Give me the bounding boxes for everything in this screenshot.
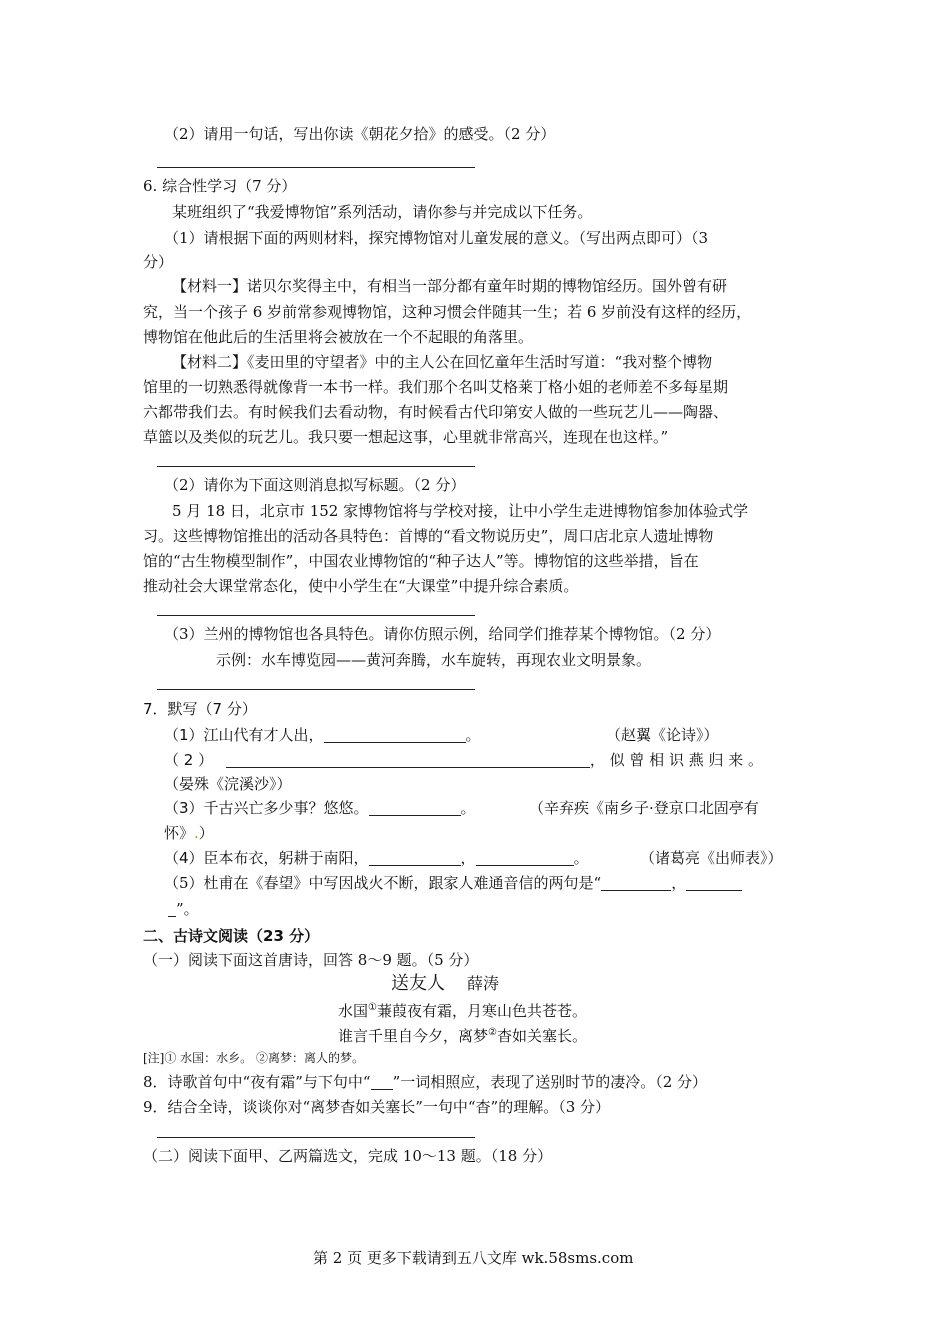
- fill-blank[interactable]: [476, 849, 574, 866]
- fill-blank[interactable]: [371, 1073, 393, 1090]
- page-footer: 第 2 页 更多下载请到五八文库 wk.58sms.com: [313, 1249, 634, 1267]
- q7-item4: （4）臣本布衣，躬耕于南阳， ， 。: [164, 849, 589, 867]
- q7-item5: （5）杜甫在《春望》中写因战火不断，跟家人难通音信的两句是“ ，: [164, 873, 742, 893]
- fill-blank[interactable]: [168, 900, 176, 917]
- q7-item1: （1）江山代有才人出， 。: [164, 726, 481, 744]
- answer-line: [157, 167, 475, 168]
- answer-line: [157, 466, 475, 467]
- fill-blank[interactable]: [226, 751, 590, 768]
- poem-title: 送友人 薛涛: [391, 973, 500, 994]
- news-line: 习。这些博物馆推出的活动各具特色：首博的“看文物说历史”，周口店北京人遗址博物: [143, 527, 714, 545]
- answer-line: [157, 689, 475, 690]
- q7-item1-source: （赵翼《论诗》）: [606, 726, 719, 744]
- q6-example: 示例：水车博览园——黄河奔腾，水车旋转，再现农业文明景象。: [216, 651, 652, 669]
- material1-line: 究，当一个孩子 6 岁前常参观博物馆，这种习惯会伴随其一生；若 6 岁前没有这样的经历，: [143, 303, 752, 321]
- fill-blank[interactable]: [324, 726, 466, 743]
- part2-intro: （二）阅读下面甲、乙两篇选文，完成 10～13 题。（18 分）: [143, 1147, 553, 1165]
- q7-heading: 7．默写（7 分）: [143, 700, 257, 718]
- material1-line: 博物馆在他此后的生活里将会被放在一个不起眼的角落里。: [143, 328, 534, 346]
- q5-part2: （2）请用一句话，写出你读《朝花夕拾》的感受。（2 分）: [164, 125, 556, 143]
- q7-item2: （ 2 ） ， 似 曾 相 识 燕 归 来 。: [164, 751, 764, 769]
- material2-line: 馆里的一切熟悉得就像背一本书一样。我们那个名叫艾格莱丁格小姐的老师差不多每星期: [143, 378, 729, 396]
- q6-task2: （2）请你为下面这则消息拟写标题。（2 分）: [164, 476, 466, 494]
- fill-blank[interactable]: [601, 874, 671, 891]
- poem-annotation: [注]① 水国：水乡。 ②离梦：离人的梦。: [143, 1051, 364, 1065]
- q7-item5-end: ”。: [168, 899, 199, 919]
- q6-task1: （1）请根据下面的两则材料，探究博物馆对儿童发展的意义。（写出两点即可）（3: [164, 229, 709, 247]
- fill-blank[interactable]: [369, 849, 461, 866]
- answer-line: [157, 1137, 475, 1138]
- q7-item3-source: （辛弃疾《南乡子·登京口北固亭有: [529, 799, 759, 817]
- q9: 9．结合全诗，谈谈你对“离梦杳如关塞长”一句中“杳”的理解。（3 分）: [143, 1098, 611, 1116]
- fill-blank[interactable]: [686, 874, 742, 891]
- material2-line: 六都带我们去。有时候我们去看动物，有时候看古代印第安人做的一些玩艺儿——陶器、: [143, 403, 729, 421]
- q7-item3: （3）千古兴亡多少事？悠悠。 。: [164, 799, 476, 817]
- q6-heading: 6. 综合性学习（7 分）: [143, 177, 297, 195]
- answer-line: [157, 615, 475, 616]
- fill-blank[interactable]: [369, 799, 461, 816]
- q6-intro: 某班组织了“我爱博物馆”系列活动，请你参与并完成以下任务。: [172, 203, 593, 221]
- q6-task1-cont: 分）: [143, 253, 174, 271]
- news-line: 馆的“古生物模型制作”，中国农业博物馆的“种子达人”等。博物馆的这些举措，旨在: [143, 552, 699, 570]
- q6-task3: （3）兰州的博物馆也各具特色。请你仿照示例，给同学们推荐某个博物馆。（2 分）: [164, 625, 721, 643]
- poem-line: 水国①蒹葭夜有霜，月寒山色共苍苍。: [338, 1002, 587, 1020]
- material2-line: 草篮以及类似的玩艺儿。我只要一想起这事，心里就非常高兴，连现在也这样。”: [143, 428, 669, 446]
- section2-heading: 二、古诗文阅读（23 分）: [143, 927, 320, 945]
- q7-item4-source: （诸葛亮《出师表》）: [640, 849, 783, 867]
- news-line: 推动社会大课堂常态化，使中小学生在“大课堂”中提升综合素质。: [143, 577, 579, 595]
- material1-line: 【材料一】诺贝尔奖得主中，有相当一部分都有童年时期的博物馆经历。国外曾有研: [172, 277, 728, 295]
- part1-intro: （一）阅读下面这首唐诗，回答 8～9 题。（5 分）: [143, 951, 479, 969]
- q8: 8．诗歌首句中“夜有霜”与下句中“ ”一词相照应，表现了送别时节的凄冷。（2 分）: [143, 1073, 708, 1091]
- q7-item3-source-cont: 怀》.）: [164, 824, 214, 842]
- material2-line: 【材料二】《麦田里的守望者》中的主人公在回忆童年生活时写道：“我对整个博物: [172, 353, 713, 371]
- q7-item2-source: （晏殊《浣溪沙》）: [164, 775, 292, 793]
- news-line: 5 月 18 日，北京市 152 家博物馆将与学校对接，让中小学生走进博物馆参加体验式学: [172, 502, 749, 520]
- poem-line: 谁言千里自今夕，离梦②杳如关塞长。: [338, 1027, 587, 1045]
